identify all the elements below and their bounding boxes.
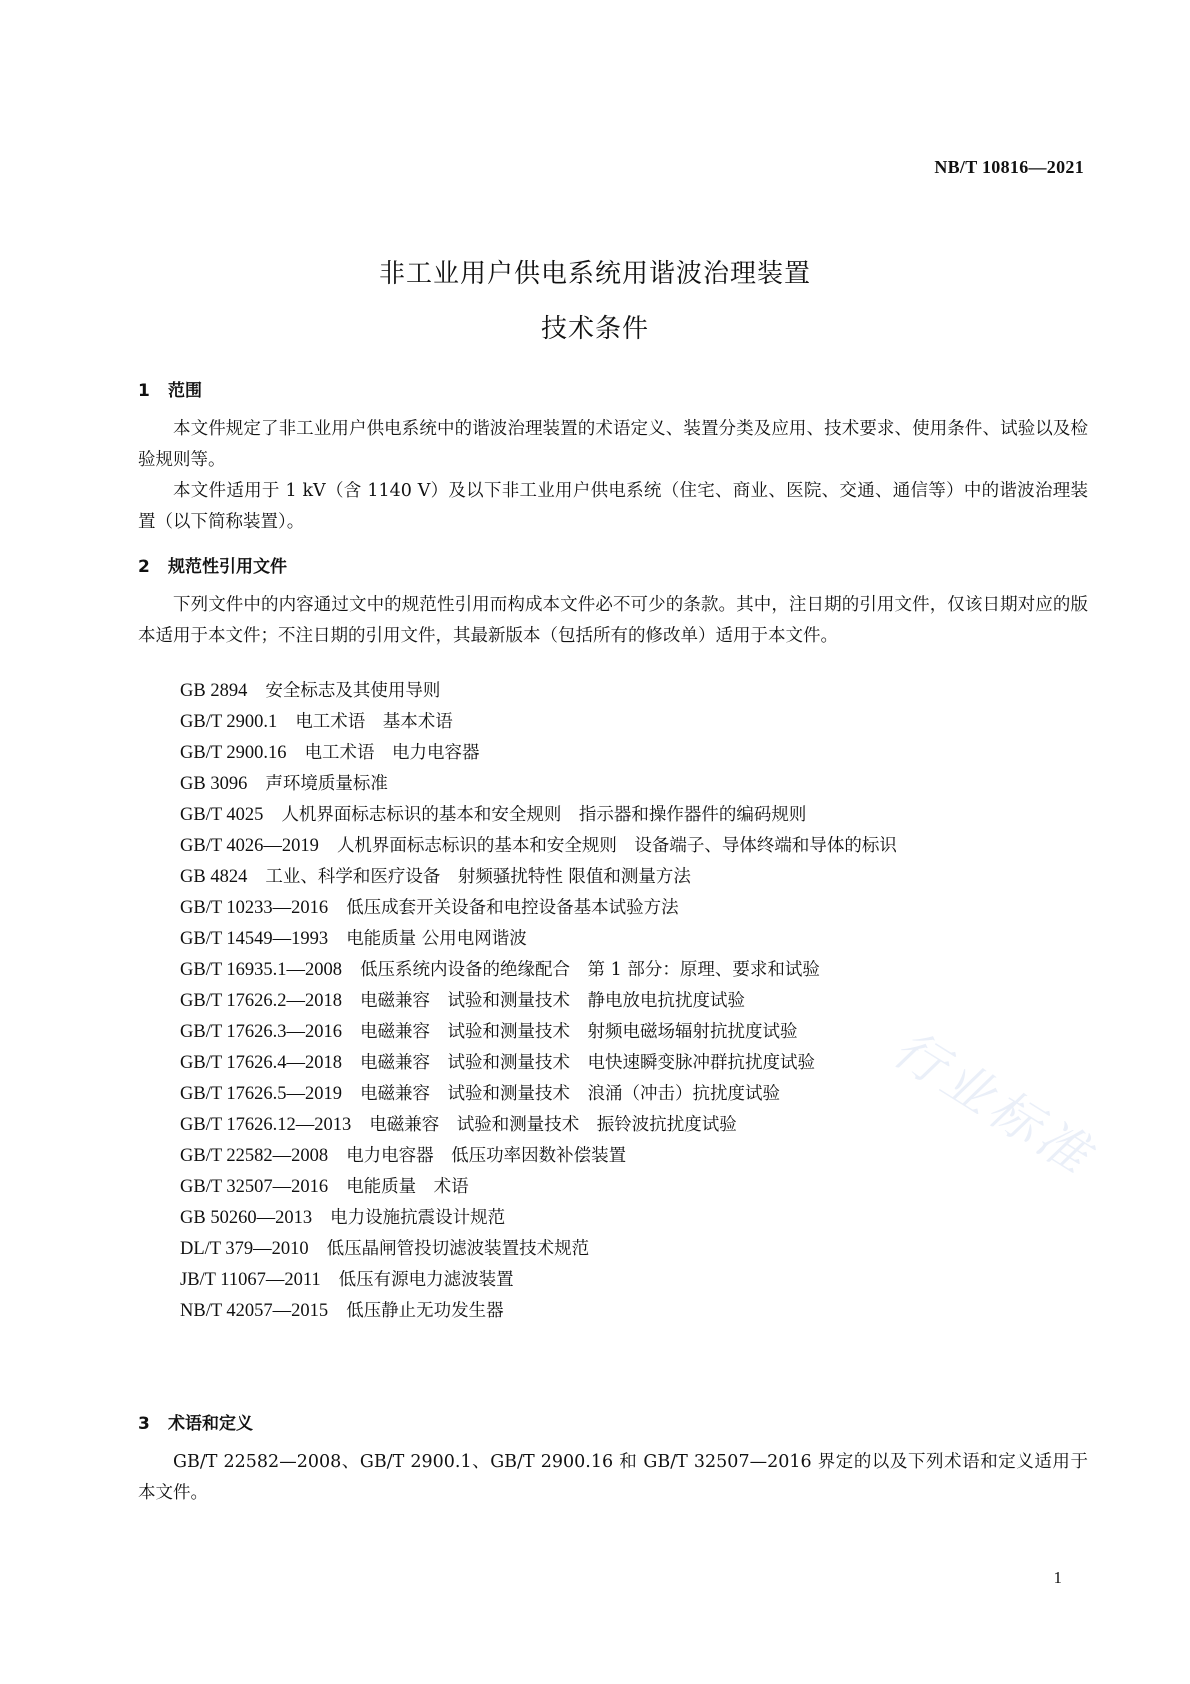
reference-item <box>180 831 897 862</box>
reference-title: 低压有源电力滤波装置 <box>338 1270 514 1290</box>
reference-code: GB/T 4026—2019 <box>180 836 319 856</box>
reference-title: 电磁兼容 试验和测量技术 射频电磁场辐射抗扰度试验 <box>360 1022 798 1042</box>
reference-title: 人机界面标志标识的基本和安全规则 设备端子、导体终端和导体的标识 <box>336 836 897 856</box>
reference-title: 电工术语 电力电容器 <box>304 743 480 763</box>
reference-title: 电磁兼容 试验和测量技术 浪涌（冲击）抗扰度试验 <box>360 1084 781 1104</box>
reference-code: DL/T 379—2010 <box>180 1239 309 1259</box>
reference-code: GB/T 17626.2—2018 <box>180 991 343 1011</box>
section-1-paragraph-2: 本文件适用于 1 kV（含 1140 V）及以下非工业用户供电系统（住宅、商业、医院、交通、通信等）中的谐波治理装置（以下简称装置）。 <box>138 481 1088 532</box>
section-1-paragraph-1: 本文件规定了非工业用户供电系统中的谐波治理装置的术语定义、装置分类及应用、技术要求、使用条件、试验以及检验规则等。 <box>138 419 1088 470</box>
reference-title: 电力电容器 低压功率因数补偿装置 <box>346 1146 627 1166</box>
reference-item <box>180 1203 897 1234</box>
reference-item <box>180 1141 897 1172</box>
reference-title: 低压静止无功发生器 <box>346 1301 504 1321</box>
reference-item <box>180 986 897 1017</box>
reference-code: NB/T 42057—2015 <box>180 1301 329 1321</box>
reference-item <box>180 862 897 893</box>
reference-code: GB/T 17626.4—2018 <box>180 1053 343 1073</box>
reference-item <box>180 1296 897 1327</box>
reference-code: GB/T 16935.1—2008 <box>180 960 343 980</box>
reference-title: 低压晶闸管投切滤波装置技术规范 <box>326 1239 590 1259</box>
reference-item <box>180 955 897 986</box>
watermark: 行业标准 <box>883 1019 1105 1188</box>
reference-item <box>180 769 897 800</box>
reference-item <box>180 1017 897 1048</box>
reference-title: 低压系统内设备的绝缘配合 第 1 部分：原理、要求和试验 <box>360 960 820 980</box>
reference-item <box>180 893 897 924</box>
section-3-paragraph-1: GB/T 22582—2008、GB/T 2900.1、GB/T 2900.16 和 GB/T 32507—2016 界定的以及下列术语和定义适用于本文件。 <box>138 1452 1088 1503</box>
reference-code: GB/T 17626.5—2019 <box>180 1084 343 1104</box>
normative-references-list <box>180 676 897 1327</box>
reference-code: GB 4824 <box>180 867 248 887</box>
reference-code: GB/T 2900.16 <box>180 743 287 763</box>
section-number: 2 <box>138 557 150 577</box>
reference-item <box>180 707 897 738</box>
reference-item <box>180 1079 897 1110</box>
reference-title: 电能质量 术语 <box>346 1177 469 1197</box>
reference-code: GB/T 17626.12—2013 <box>180 1115 352 1135</box>
section-number: 3 <box>138 1414 150 1434</box>
reference-item <box>180 1110 897 1141</box>
reference-code: GB/T 14549—1993 <box>180 929 329 949</box>
reference-code: GB/T 4025 <box>180 805 264 825</box>
section-title: 规范性引用文件 <box>168 557 287 577</box>
reference-title: 电力设施抗震设计规范 <box>330 1208 506 1228</box>
reference-title: 电磁兼容 试验和测量技术 静电放电抗扰度试验 <box>360 991 746 1011</box>
section-2-heading <box>138 552 287 577</box>
reference-title: 工业、科学和医疗设备 射频骚扰特性 限值和测量方法 <box>265 867 691 887</box>
reference-item <box>180 1048 897 1079</box>
reference-code: GB/T 22582—2008 <box>180 1146 329 1166</box>
page-number: 1 <box>1053 1568 1062 1587</box>
reference-code: GB 3096 <box>180 774 248 794</box>
reference-code: GB/T 32507—2016 <box>180 1177 329 1197</box>
reference-item <box>180 800 897 831</box>
section-1-heading <box>138 376 202 401</box>
reference-title: 电磁兼容 试验和测量技术 电快速瞬变脉冲群抗扰度试验 <box>360 1053 816 1073</box>
reference-code: GB/T 17626.3—2016 <box>180 1022 343 1042</box>
reference-title: 电工术语 基本术语 <box>295 712 453 732</box>
reference-title: 电磁兼容 试验和测量技术 振铃波抗扰度试验 <box>369 1115 737 1135</box>
reference-item <box>180 1234 897 1265</box>
reference-item <box>180 924 897 955</box>
reference-code: GB 50260—2013 <box>180 1208 313 1228</box>
reference-code: GB/T 10233—2016 <box>180 898 329 918</box>
reference-item <box>180 1172 897 1203</box>
reference-title: 电能质量 公用电网谐波 <box>346 929 527 949</box>
reference-code: GB/T 2900.1 <box>180 712 278 732</box>
section-number: 1 <box>138 381 150 401</box>
reference-code: GB 2894 <box>180 681 248 701</box>
document-title-line-1: 非工业用户供电系统用谐波治理装置 <box>378 259 811 289</box>
reference-item <box>180 738 897 769</box>
reference-item <box>180 676 897 707</box>
section-3-heading <box>138 1409 253 1434</box>
reference-item <box>180 1265 897 1296</box>
reference-title: 安全标志及其使用导则 <box>265 681 441 701</box>
reference-code: JB/T 11067—2011 <box>180 1270 321 1290</box>
section-2-paragraph-1: 下列文件中的内容通过文中的规范性引用而构成本文件必不可少的条款。其中，注日期的引用文件，仅该日期对应的版本适用于本文件；不注日期的引用文件，其最新版本（包括所有的修改单）适用于本文件。 <box>138 595 1088 646</box>
section-title: 术语和定义 <box>168 1414 253 1434</box>
section-title: 范围 <box>168 381 202 401</box>
reference-title: 人机界面标志标识的基本和安全规则 指示器和操作器件的编码规则 <box>281 805 807 825</box>
standard-code: NB/T 10816—2021 <box>934 157 1084 177</box>
document-title-line-2: 技术条件 <box>540 314 649 344</box>
reference-title: 低压成套开关设备和电控设备基本试验方法 <box>346 898 679 918</box>
reference-title: 声环境质量标准 <box>265 774 388 794</box>
